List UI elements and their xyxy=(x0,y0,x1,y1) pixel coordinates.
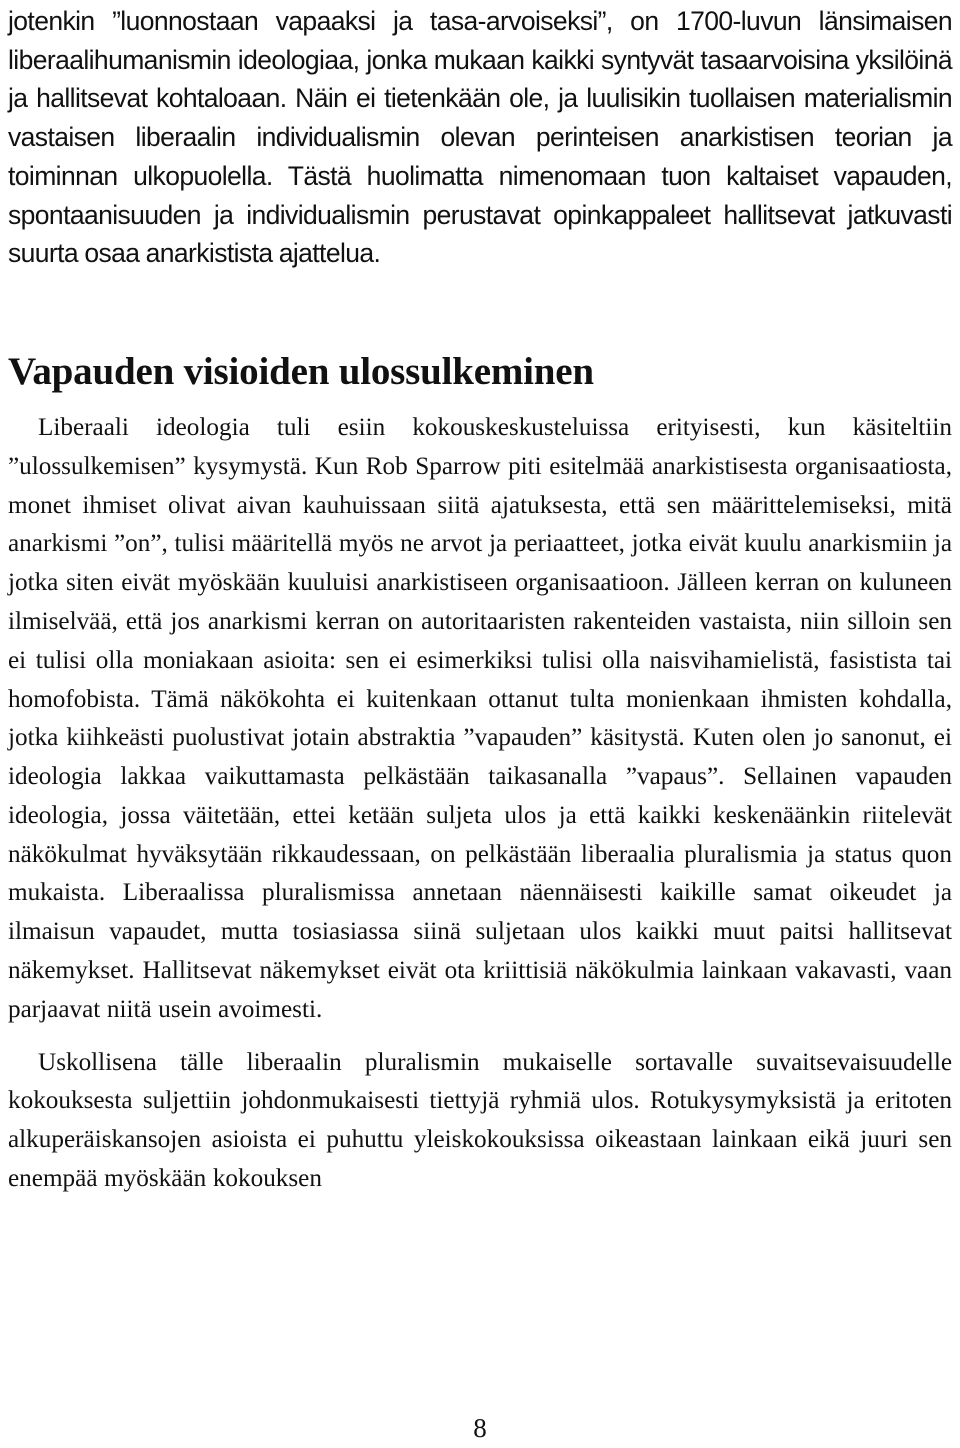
body-paragraph-2: Uskollisena tälle liberaalin pluralismin mukaiselle sortavalle suvaitsevaisuudelle kokouksesta suljettiin johdonmukaisesti tiettyjä ryhmiä ulos. Rotukysymyksistä ja eritoten alkuperäiskansojen asioista ei puhuttu yleiskokouksissa oikeastaan lainkaan eikä juuri sen enempää myöskään kokouksen xyxy=(8,1048,952,1193)
intro-paragraph: jotenkin ”luonnostaan vapaaksi ja tasa-arvoiseksi”, on 1700-luvun länsimaisen liberaalihumanismin ideologiaa, jonka mukaan kaikki syntyvät tasaarvoisina yksilöinä ja hallitsevat kohtaloaan. Näin ei tietenkään ole, ja luulisikin tuollaisen materialismin vastaisen liberaalin individualismin olevan perinteisen anarkistisen teorian ja toiminnan ulkopuolella. Tästä huolimatta nimenomaan tuon kaltaiset vapauden, spontaanisuuden ja individualismin perustavat opinkappaleet hallitsevat jatkuvasti suurta osaa anarkistista ajattelua. xyxy=(8,6,952,269)
section-heading: Vapauden visioiden ulossulkeminen xyxy=(8,349,594,393)
body-paragraph-1: Liberaali ideologia tuli esiin kokouskeskusteluissa erityisesti, kun käsiteltiin ”ulossulkemisen” kysymystä. Kun Rob Sparrow piti esitelmää anarkistisesta organisaatiosta, monet ihmiset olivat aivan kauhuissaan siitä ajatuksesta, että sen määrittelemiseksi, mitä anarkismi ”on”, tulisi määritellä myös ne arvot ja periaatteet, jotka eivät kuulu anarkismiin ja jotka siten eivät myöskään kuuluisi anarkistiseen organisaatioon. Jälleen kerran on kuluneen ilmiselvää, että jos anarkismi kerran on autoritaaristen rakenteiden vastaista, niin silloin sen ei tulisi olla moniakaan asioita: sen ei esimerkiksi tulisi olla naisvihamielistä, fasistista tai homofobista. Tämä näkökohta ei kuitenkaan ottanut tulta monienkaan ihmisten kohdalla, jotka kiihkeästi puolustivat jotain abstraktia ”vapauden” käsitystä. Kuten olen jo sanonut, ei ideologia lakkaa vaikuttamasta pelkästään taikasanalla ”vapaus”. Sellainen vapauden ideologia, jossa väitetään, ettei ketään suljeta ulos ja että kaikki keskenäänkin riitelevät näkökulmat hyväksytään rikkaudessaan, on pelkästään liberaalia pluralismia ja status quon mukaista. Liberaalissa pluralismissa annetaan näennäisesti kaikille samat oikeudet ja ilmaisun vapaudet, mutta tosiasiassa siinä suljetaan ulos kaikki muut paitsi hallitsevat näkemykset. Hallitsevat näkemykset eivät ota kriittisiä näkökulmia lainkaan vakavasti, vaan parjaavat niitä usein avoimesti. xyxy=(8,413,952,1023)
page-number: 8 xyxy=(473,1413,487,1443)
document-page xyxy=(8,2,952,1199)
